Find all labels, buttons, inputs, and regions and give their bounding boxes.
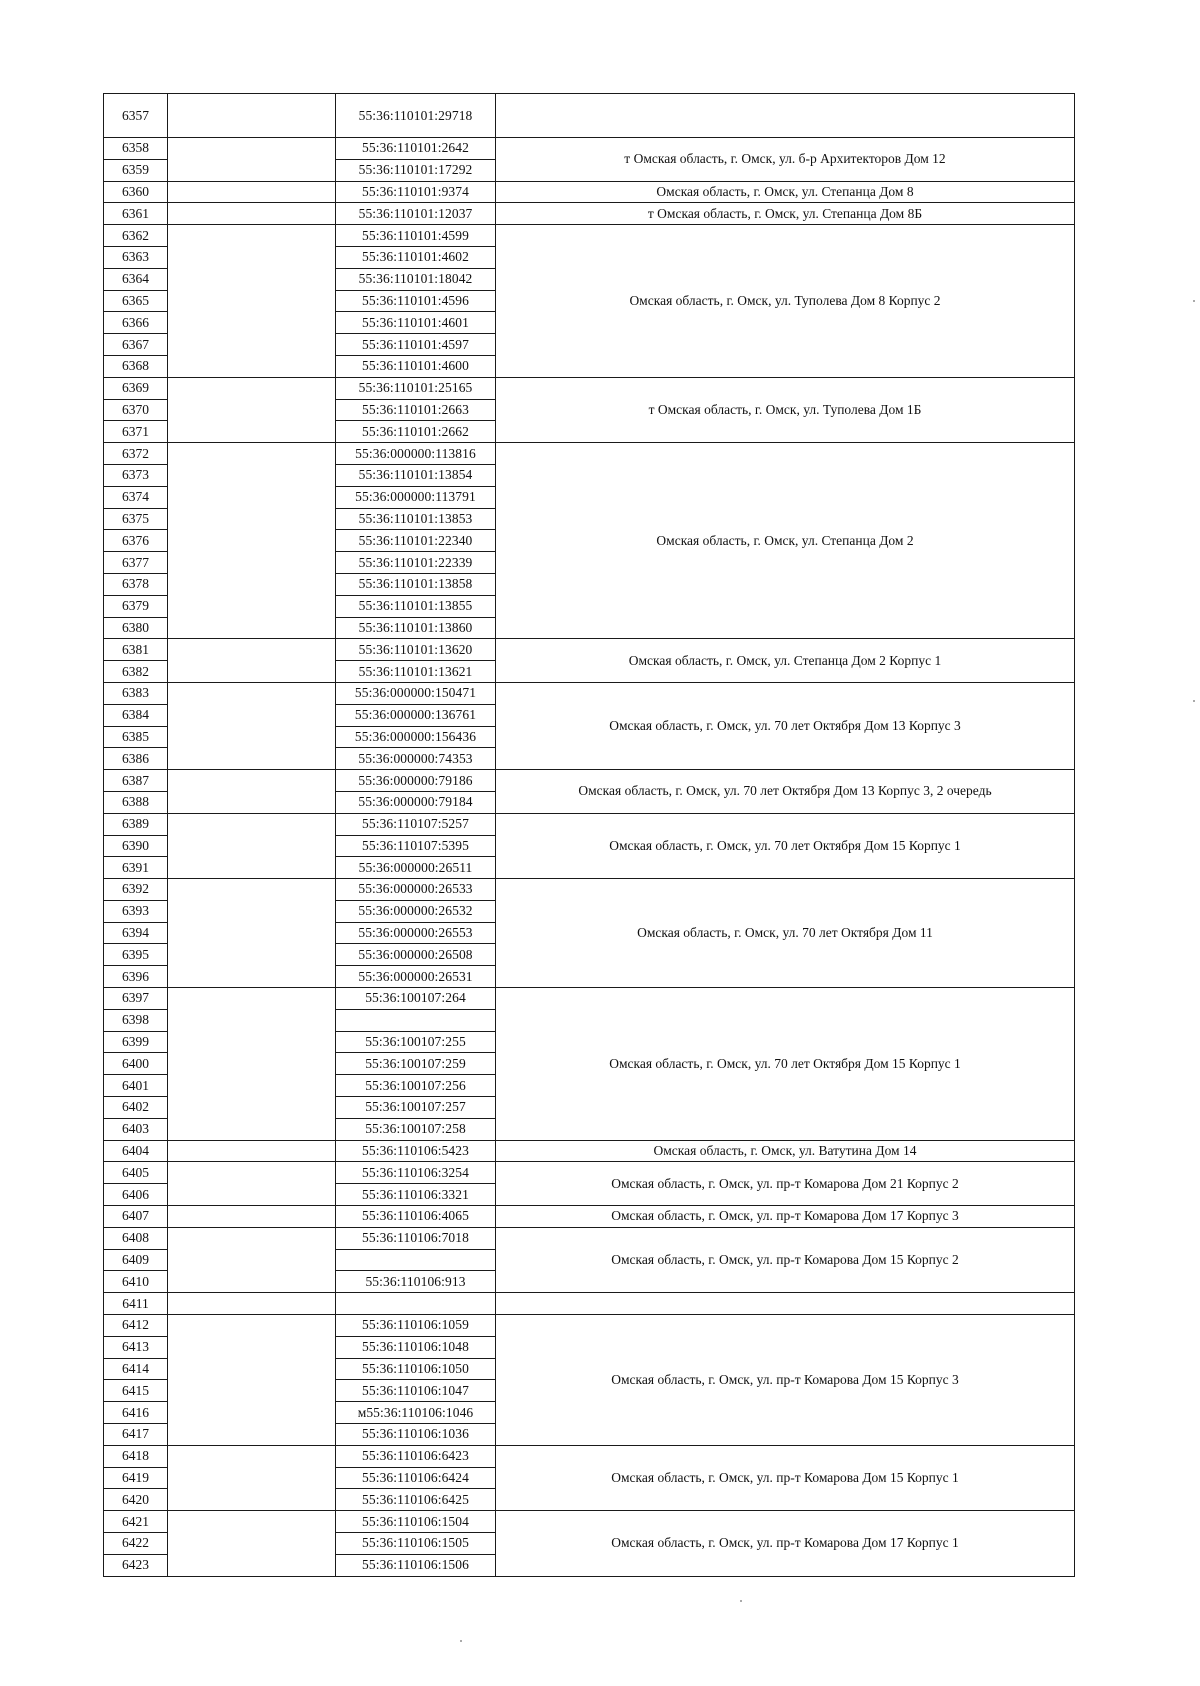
cadastral-number-cell <box>336 1249 496 1271</box>
row-number-cell: 6423 <box>104 1554 168 1576</box>
empty-cell <box>168 1445 336 1510</box>
row-number-cell: 6386 <box>104 748 168 770</box>
row-number-cell: 6366 <box>104 312 168 334</box>
table-row <box>104 1140 1075 1162</box>
table-row <box>104 1227 1075 1249</box>
cadastral-number-cell: 55:36:000000:26511 <box>336 857 496 879</box>
cadastral-number-cell: 55:36:000000:79184 <box>336 791 496 813</box>
property-table <box>103 93 1075 1577</box>
address-cell: Омская область, г. Омск, ул. Степанца Дом 2 Корпус 1 <box>496 639 1075 683</box>
cadastral-number-cell: 55:36:110107:5395 <box>336 835 496 857</box>
cadastral-number-cell: 55:36:110101:13855 <box>336 595 496 617</box>
cadastral-number-cell: 55:36:110101:2663 <box>336 399 496 421</box>
address-cell: Омская область, г. Омск, ул. 70 лет Октября Дом 11 <box>496 879 1075 988</box>
row-number-cell: 6416 <box>104 1402 168 1424</box>
table-row <box>104 377 1075 399</box>
row-number-cell: 6378 <box>104 573 168 595</box>
cadastral-number-cell: 55:36:110101:22340 <box>336 530 496 552</box>
empty-cell <box>168 181 336 203</box>
row-number-cell: 6357 <box>104 94 168 138</box>
row-number-cell: 6392 <box>104 879 168 901</box>
table-row <box>104 1315 1075 1337</box>
empty-cell <box>168 682 336 769</box>
row-number-cell: 6372 <box>104 443 168 465</box>
cadastral-number-cell: 55:36:110101:13860 <box>336 617 496 639</box>
cadastral-number-cell: 55:36:100107:255 <box>336 1031 496 1053</box>
address-cell: Омская область, г. Омск, ул. пр-т Комарова Дом 15 Корпус 2 <box>496 1227 1075 1292</box>
table-row <box>104 639 1075 661</box>
row-number-cell: 6394 <box>104 922 168 944</box>
cadastral-number-cell: м55:36:110106:1046 <box>336 1402 496 1424</box>
empty-cell <box>168 138 336 182</box>
row-number-cell: 6408 <box>104 1227 168 1249</box>
cadastral-number-cell: 55:36:100107:264 <box>336 988 496 1010</box>
address-cell: т Омская область, г. Омск, ул. Туполева Дом 1Б <box>496 377 1075 442</box>
table-row <box>104 138 1075 160</box>
cadastral-number-cell: 55:36:110101:13853 <box>336 508 496 530</box>
address-cell: Омская область, г. Омск, ул. пр-т Комарова Дом 15 Корпус 3 <box>496 1315 1075 1446</box>
row-number-cell: 6377 <box>104 552 168 574</box>
row-number-cell: 6359 <box>104 159 168 181</box>
address-cell: Омская область, г. Омск, ул. Степанца Дом 2 <box>496 443 1075 639</box>
row-number-cell: 6401 <box>104 1075 168 1097</box>
row-number-cell: 6384 <box>104 704 168 726</box>
table-row <box>104 1206 1075 1228</box>
row-number-cell: 6412 <box>104 1315 168 1337</box>
row-number-cell: 6380 <box>104 617 168 639</box>
empty-cell <box>168 1140 336 1162</box>
address-cell: Омская область, г. Омск, ул. 70 лет Октября Дом 15 Корпус 1 <box>496 988 1075 1141</box>
row-number-cell: 6422 <box>104 1533 168 1555</box>
cadastral-number-cell: 55:36:110106:1504 <box>336 1511 496 1533</box>
cadastral-number-cell: 55:36:110107:5257 <box>336 813 496 835</box>
cadastral-number-cell: 55:36:110101:9374 <box>336 181 496 203</box>
row-number-cell: 6395 <box>104 944 168 966</box>
row-number-cell: 6420 <box>104 1489 168 1511</box>
cadastral-number-cell: 55:36:110106:1050 <box>336 1358 496 1380</box>
empty-cell <box>168 443 336 639</box>
row-number-cell: 6387 <box>104 770 168 792</box>
row-number-cell: 6371 <box>104 421 168 443</box>
row-number-cell: 6367 <box>104 334 168 356</box>
address-cell: Омская область, г. Омск, ул. пр-т Комарова Дом 15 Корпус 1 <box>496 1445 1075 1510</box>
row-number-cell: 6413 <box>104 1336 168 1358</box>
row-number-cell: 6402 <box>104 1097 168 1119</box>
row-number-cell: 6358 <box>104 138 168 160</box>
empty-cell <box>168 377 336 442</box>
cadastral-number-cell: 55:36:110101:4602 <box>336 246 496 268</box>
scan-speck <box>740 1600 742 1602</box>
cadastral-number-cell: 55:36:110106:1505 <box>336 1533 496 1555</box>
cadastral-number-cell: 55:36:000000:136761 <box>336 704 496 726</box>
cadastral-number-cell: 55:36:110106:1036 <box>336 1424 496 1446</box>
cadastral-number-cell: 55:36:110101:2642 <box>336 138 496 160</box>
empty-cell <box>168 1227 336 1292</box>
cadastral-number-cell: 55:36:110101:4600 <box>336 355 496 377</box>
row-number-cell: 6381 <box>104 639 168 661</box>
cadastral-number-cell: 55:36:110101:12037 <box>336 203 496 225</box>
table-row <box>104 813 1075 835</box>
table-row <box>104 203 1075 225</box>
cadastral-number-cell: 55:36:110101:29718 <box>336 94 496 138</box>
row-number-cell: 6406 <box>104 1184 168 1206</box>
row-number-cell: 6391 <box>104 857 168 879</box>
row-number-cell: 6385 <box>104 726 168 748</box>
address-cell: т Омская область, г. Омск, ул. б-р Архитекторов Дом 12 <box>496 138 1075 182</box>
row-number-cell: 6365 <box>104 290 168 312</box>
cadastral-number-cell: 55:36:110101:18042 <box>336 268 496 290</box>
cadastral-number-cell <box>336 1009 496 1031</box>
table-row <box>104 682 1075 704</box>
row-number-cell: 6393 <box>104 900 168 922</box>
address-cell: т Омская область, г. Омск, ул. Степанца Дом 8Б <box>496 203 1075 225</box>
address-cell: Омская область, г. Омск, ул. 70 лет Октября Дом 15 Корпус 1 <box>496 813 1075 878</box>
row-number-cell: 6383 <box>104 682 168 704</box>
empty-cell <box>168 1315 336 1446</box>
table-row <box>104 988 1075 1010</box>
cadastral-number-cell: 55:36:000000:26508 <box>336 944 496 966</box>
row-number-cell: 6361 <box>104 203 168 225</box>
row-number-cell: 6370 <box>104 399 168 421</box>
row-number-cell: 6403 <box>104 1118 168 1140</box>
cadastral-number-cell: 55:36:110106:3321 <box>336 1184 496 1206</box>
row-number-cell: 6407 <box>104 1206 168 1228</box>
row-number-cell: 6411 <box>104 1293 168 1315</box>
cadastral-number-cell: 55:36:110106:6423 <box>336 1445 496 1467</box>
row-number-cell: 6414 <box>104 1358 168 1380</box>
row-number-cell: 6417 <box>104 1424 168 1446</box>
cadastral-number-cell: 55:36:000000:113791 <box>336 486 496 508</box>
table-row <box>104 1445 1075 1467</box>
empty-cell <box>168 879 336 988</box>
cadastral-number-cell: 55:36:110106:913 <box>336 1271 496 1293</box>
empty-cell <box>168 770 336 814</box>
empty-cell <box>168 225 336 378</box>
empty-cell <box>168 639 336 683</box>
cadastral-number-cell: 55:36:110106:1506 <box>336 1554 496 1576</box>
table-row <box>104 1162 1075 1184</box>
cadastral-number-cell: 55:36:110101:2662 <box>336 421 496 443</box>
empty-cell <box>168 1206 336 1228</box>
cadastral-number-cell: 55:36:000000:150471 <box>336 682 496 704</box>
row-number-cell: 6404 <box>104 1140 168 1162</box>
cadastral-number-cell: 55:36:000000:26531 <box>336 966 496 988</box>
cadastral-number-cell: 55:36:100107:257 <box>336 1097 496 1119</box>
cadastral-number-cell: 55:36:110106:1047 <box>336 1380 496 1402</box>
cadastral-number-cell: 55:36:100107:258 <box>336 1118 496 1140</box>
row-number-cell: 6419 <box>104 1467 168 1489</box>
address-cell: Омская область, г. Омск, ул. Степанца Дом 8 <box>496 181 1075 203</box>
cadastral-number-cell: 55:36:110101:25165 <box>336 377 496 399</box>
cadastral-number-cell: 55:36:110106:7018 <box>336 1227 496 1249</box>
address-cell <box>496 1293 1075 1315</box>
table-body <box>104 94 1075 1577</box>
cadastral-number-cell: 55:36:000000:26533 <box>336 879 496 901</box>
row-number-cell: 6410 <box>104 1271 168 1293</box>
address-cell: Омская область, г. Омск, ул. Ватутина Дом 14 <box>496 1140 1075 1162</box>
row-number-cell: 6379 <box>104 595 168 617</box>
cadastral-number-cell: 55:36:110101:4597 <box>336 334 496 356</box>
address-cell: Омская область, г. Омск, ул. пр-т Комарова Дом 17 Корпус 3 <box>496 1206 1075 1228</box>
row-number-cell: 6363 <box>104 246 168 268</box>
cadastral-number-cell: 55:36:110101:17292 <box>336 159 496 181</box>
row-number-cell: 6374 <box>104 486 168 508</box>
cadastral-number-cell: 55:36:110101:4596 <box>336 290 496 312</box>
row-number-cell: 6382 <box>104 661 168 683</box>
cadastral-number-cell: 55:36:000000:79186 <box>336 770 496 792</box>
row-number-cell: 6415 <box>104 1380 168 1402</box>
empty-cell <box>168 1162 336 1206</box>
cadastral-number-cell: 55:36:110101:13620 <box>336 639 496 661</box>
row-number-cell: 6418 <box>104 1445 168 1467</box>
cadastral-number-cell: 55:36:000000:26553 <box>336 922 496 944</box>
row-number-cell: 6396 <box>104 966 168 988</box>
address-cell: Омская область, г. Омск, ул. пр-т Комарова Дом 17 Корпус 1 <box>496 1511 1075 1576</box>
row-number-cell: 6362 <box>104 225 168 247</box>
table-row <box>104 443 1075 465</box>
empty-cell <box>168 94 336 138</box>
address-cell: Омская область, г. Омск, ул. 70 лет Октября Дом 13 Корпус 3, 2 очередь <box>496 770 1075 814</box>
row-number-cell: 6421 <box>104 1511 168 1533</box>
cadastral-number-cell: 55:36:100107:259 <box>336 1053 496 1075</box>
row-number-cell: 6376 <box>104 530 168 552</box>
row-number-cell: 6360 <box>104 181 168 203</box>
row-number-cell: 6397 <box>104 988 168 1010</box>
row-number-cell: 6375 <box>104 508 168 530</box>
row-number-cell: 6405 <box>104 1162 168 1184</box>
row-number-cell: 6368 <box>104 355 168 377</box>
cadastral-number-cell: 55:36:110106:1059 <box>336 1315 496 1337</box>
scan-speck <box>460 1640 462 1642</box>
row-number-cell: 6398 <box>104 1009 168 1031</box>
empty-cell <box>168 203 336 225</box>
address-cell: Омская область, г. Омск, ул. пр-т Комарова Дом 21 Корпус 2 <box>496 1162 1075 1206</box>
cadastral-number-cell: 55:36:110106:5423 <box>336 1140 496 1162</box>
empty-cell <box>168 988 336 1141</box>
cadastral-number-cell: 55:36:000000:113816 <box>336 443 496 465</box>
row-number-cell: 6388 <box>104 791 168 813</box>
cadastral-number-cell: 55:36:110106:6425 <box>336 1489 496 1511</box>
cadastral-number-cell: 55:36:000000:74353 <box>336 748 496 770</box>
cadastral-number-cell: 55:36:110101:13621 <box>336 661 496 683</box>
table-row <box>104 1511 1075 1533</box>
empty-cell <box>168 1511 336 1576</box>
scan-speck <box>1193 700 1195 702</box>
cadastral-number-cell <box>336 1293 496 1315</box>
cadastral-number-cell: 55:36:110101:4601 <box>336 312 496 334</box>
address-cell <box>496 94 1075 138</box>
row-number-cell: 6399 <box>104 1031 168 1053</box>
empty-cell <box>168 1293 336 1315</box>
address-cell: Омская область, г. Омск, ул. 70 лет Октября Дом 13 Корпус 3 <box>496 682 1075 769</box>
cadastral-number-cell: 55:36:100107:256 <box>336 1075 496 1097</box>
cadastral-number-cell: 55:36:110101:13858 <box>336 573 496 595</box>
cadastral-number-cell: 55:36:110106:3254 <box>336 1162 496 1184</box>
cadastral-number-cell: 55:36:110106:6424 <box>336 1467 496 1489</box>
empty-cell <box>168 813 336 878</box>
table-row <box>104 181 1075 203</box>
cadastral-number-cell: 55:36:110106:4065 <box>336 1206 496 1228</box>
table-row <box>104 225 1075 247</box>
address-cell: Омская область, г. Омск, ул. Туполева Дом 8 Корпус 2 <box>496 225 1075 378</box>
row-number-cell: 6409 <box>104 1249 168 1271</box>
row-number-cell: 6369 <box>104 377 168 399</box>
row-number-cell: 6389 <box>104 813 168 835</box>
table-row <box>104 879 1075 901</box>
scan-speck <box>1193 300 1195 302</box>
table-row <box>104 94 1075 138</box>
cadastral-number-cell: 55:36:110101:4599 <box>336 225 496 247</box>
table-row <box>104 1293 1075 1315</box>
cadastral-number-cell: 55:36:110106:1048 <box>336 1336 496 1358</box>
cadastral-number-cell: 55:36:000000:156436 <box>336 726 496 748</box>
row-number-cell: 6373 <box>104 464 168 486</box>
cadastral-number-cell: 55:36:110101:13854 <box>336 464 496 486</box>
cadastral-number-cell: 55:36:000000:26532 <box>336 900 496 922</box>
cadastral-number-cell: 55:36:110101:22339 <box>336 552 496 574</box>
row-number-cell: 6400 <box>104 1053 168 1075</box>
row-number-cell: 6364 <box>104 268 168 290</box>
table-row <box>104 770 1075 792</box>
row-number-cell: 6390 <box>104 835 168 857</box>
